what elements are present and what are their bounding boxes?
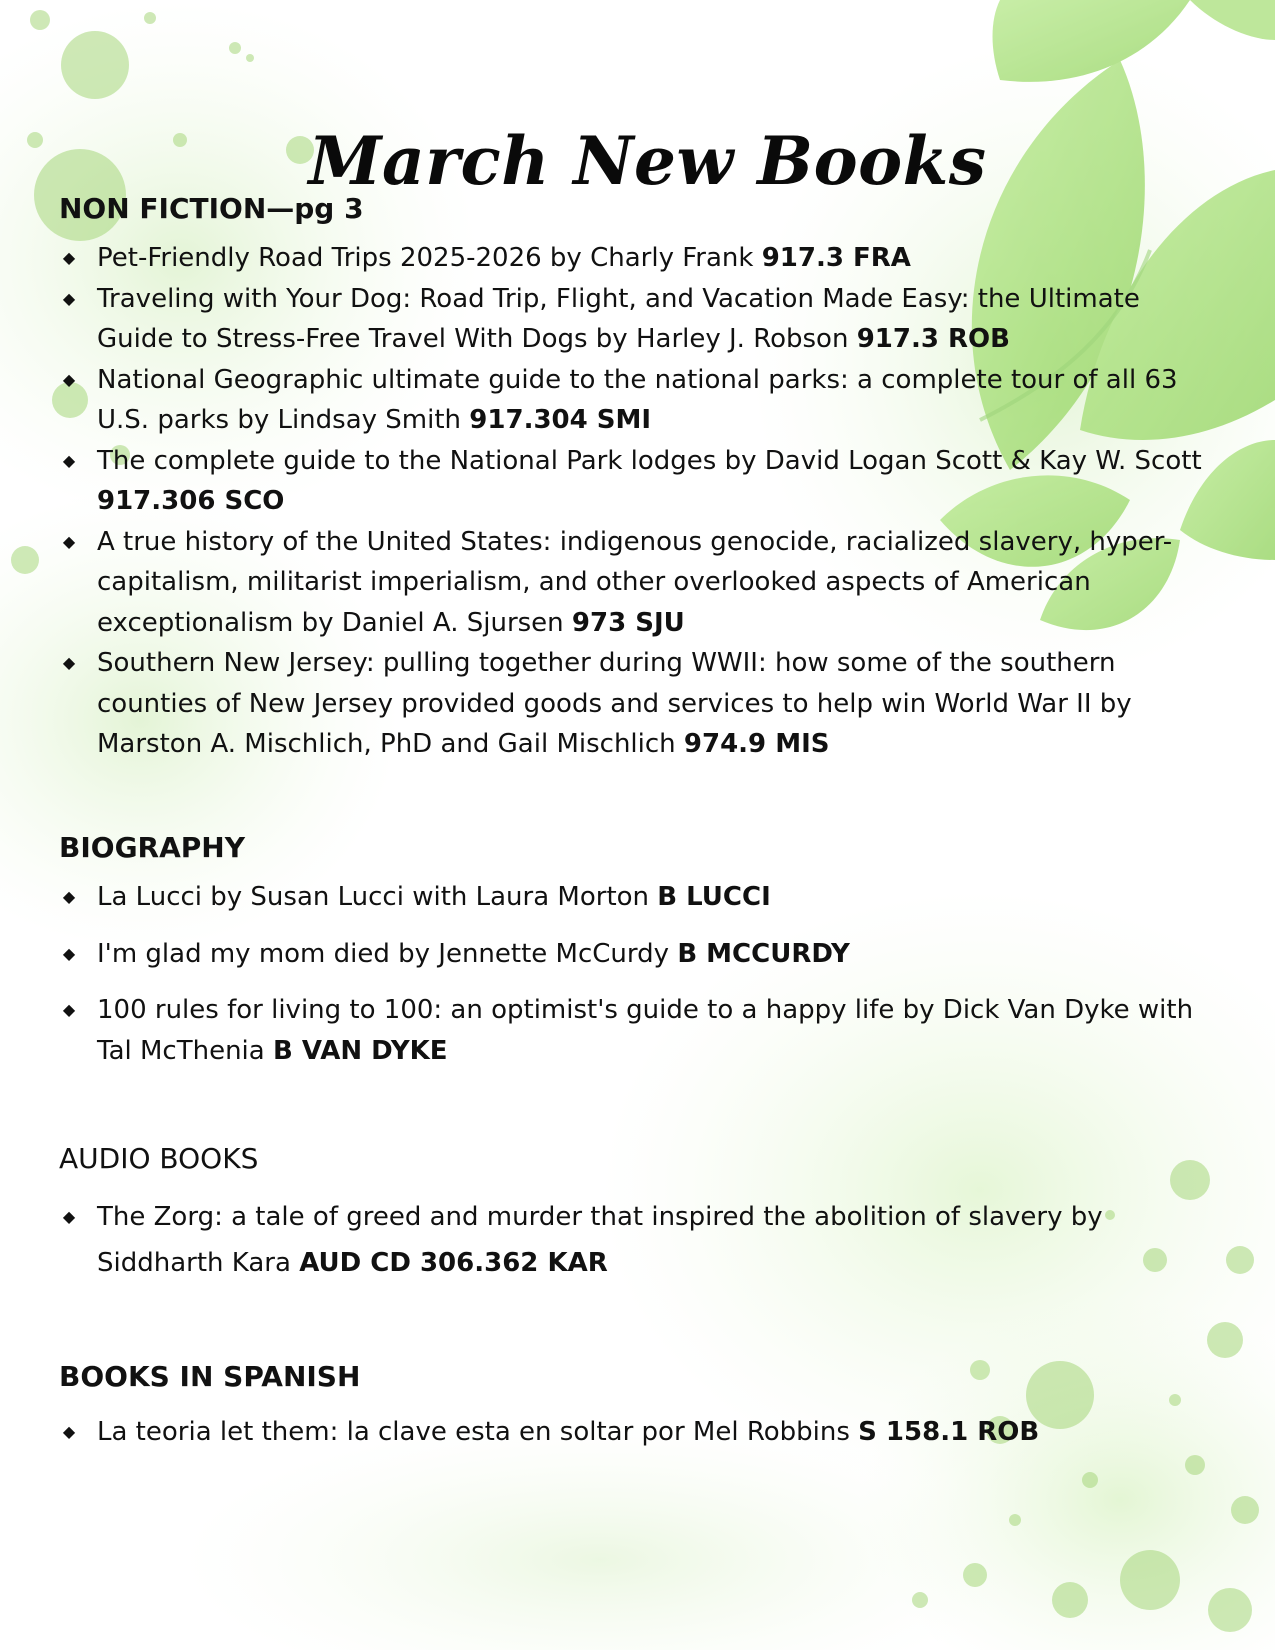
book-item bbox=[59, 990, 1209, 1071]
book-list-audio bbox=[59, 1194, 1209, 1286]
section-heading-audio-books: AUDIO BOOKS bbox=[59, 1142, 259, 1175]
call-number: B MCCURDY bbox=[677, 938, 850, 969]
diamond-bullet-icon: ◆ bbox=[62, 653, 76, 672]
call-number: S 158.1 ROB bbox=[858, 1417, 1040, 1447]
diamond-bullet-icon: ◆ bbox=[62, 1000, 76, 1019]
call-number: 973 SJU bbox=[571, 607, 685, 638]
book-item bbox=[59, 279, 1209, 360]
book-description: The complete guide to the National Park lodges by David Logan Scott & Kay W. Scott bbox=[97, 445, 1202, 476]
book-list-biography bbox=[59, 877, 1209, 1071]
diamond-bullet-icon: ◆ bbox=[62, 369, 76, 389]
book-description: A true history of the United States: indigenous genocide, racialized slavery, hyper-capitalism, militarist imperialism, and other overlooked aspects of American exceptionalism by Daniel A. Sjursen bbox=[97, 526, 1173, 638]
call-number: 917.3 FRA bbox=[761, 243, 911, 273]
book-list-nonfiction bbox=[59, 238, 1209, 765]
book-description: The Zorg: a tale of greed and murder that inspired the abolition of slavery by Siddharth Kara bbox=[97, 1202, 1103, 1278]
call-number: B LUCCI bbox=[657, 882, 771, 912]
book-description: La Lucci by Susan Lucci with Laura Morton bbox=[97, 882, 658, 912]
call-number: 917.304 SMI bbox=[469, 405, 652, 435]
call-number: 917.3 ROB bbox=[856, 324, 1010, 354]
diamond-bullet-icon: ◆ bbox=[62, 531, 76, 551]
book-description: National Geographic ultimate guide to the national parks: a complete tour of all 63 U.S. parks by Lindsay Smith bbox=[97, 364, 1178, 435]
book-description: Traveling with Your Dog: Road Trip, Flight, and Vacation Made Easy: the Ultimate Guide to Stress-Free Travel With Dogs by Harley J. Robson bbox=[97, 283, 1140, 354]
section-audio-books bbox=[59, 1140, 1209, 1286]
section-nonfiction bbox=[59, 190, 1209, 765]
book-item bbox=[59, 1412, 1209, 1453]
call-number: B VAN DYKE bbox=[272, 1035, 448, 1066]
call-number: 974.9 MIS bbox=[683, 729, 830, 759]
book-item bbox=[59, 441, 1209, 522]
book-item bbox=[59, 643, 1209, 765]
diamond-bullet-icon: ◆ bbox=[62, 288, 76, 308]
book-item bbox=[59, 1194, 1209, 1286]
book-description: Southern New Jersey: pulling together during WWII: how some of the southern counties of New Jersey provided goods and services to help win World War II by Marston A. Mischlich, PhD and Gail Mischlich bbox=[97, 648, 1132, 759]
diamond-bullet-icon: ◆ bbox=[62, 1422, 76, 1441]
diamond-bullet-icon: ◆ bbox=[62, 450, 76, 470]
diamond-bullet-icon: ◆ bbox=[62, 248, 76, 267]
section-heading-nonfiction: NON FICTION—pg 3 bbox=[59, 192, 364, 225]
section-books-in-spanish bbox=[59, 1358, 1209, 1453]
book-description: La teoria let them: la clave esta en soltar por Mel Robbins bbox=[97, 1417, 859, 1447]
diamond-bullet-icon: ◆ bbox=[62, 887, 76, 906]
book-description: I'm glad my mom died by Jennette McCurdy bbox=[97, 938, 678, 969]
book-item bbox=[59, 522, 1209, 644]
page-title: March New Books bbox=[308, 122, 987, 201]
book-list-spanish bbox=[59, 1412, 1209, 1453]
section-heading-spanish: BOOKS IN SPANISH bbox=[59, 1360, 361, 1393]
book-description: 100 rules for living to 100: an optimist's guide to a happy life by Dick Van Dyke with Tal McThenia bbox=[97, 995, 1194, 1066]
book-item bbox=[59, 934, 1209, 975]
book-item bbox=[59, 877, 1209, 918]
book-item bbox=[59, 238, 1209, 279]
book-item bbox=[59, 360, 1209, 441]
call-number: 917.306 SCO bbox=[97, 486, 285, 516]
call-number: AUD CD 306.362 KAR bbox=[299, 1248, 608, 1278]
section-heading-biography: BIOGRAPHY bbox=[59, 831, 246, 864]
section-biography bbox=[59, 829, 1209, 1087]
diamond-bullet-icon: ◆ bbox=[62, 1207, 76, 1226]
diamond-bullet-icon: ◆ bbox=[62, 943, 76, 963]
book-description: Pet-Friendly Road Trips 2025-2026 by Charly Frank bbox=[97, 243, 762, 273]
